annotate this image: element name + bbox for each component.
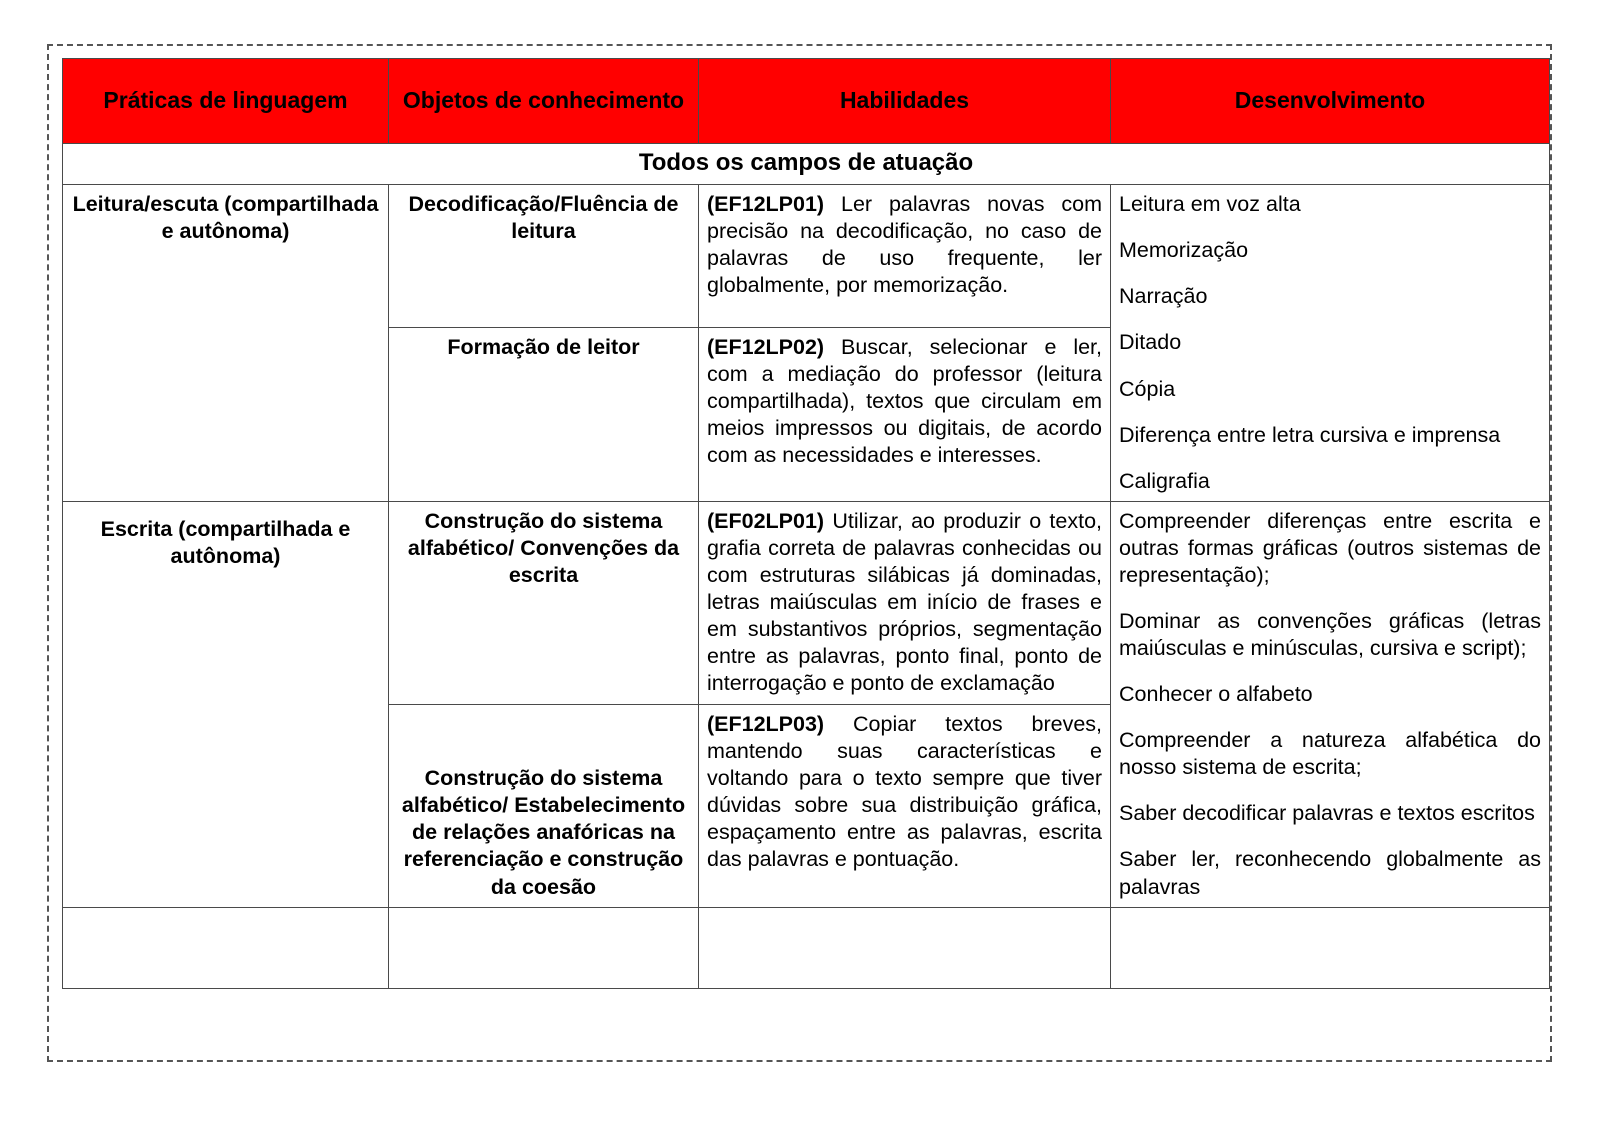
column-header-desenvolvimento: Desenvolvimento bbox=[1111, 59, 1550, 144]
habilidade-code: (EF12LP03) bbox=[707, 711, 825, 736]
campo-de-atuacao-label: Todos os campos de atuação bbox=[63, 144, 1550, 185]
desenvolvimento-escrita-list bbox=[1111, 501, 1550, 907]
table-row bbox=[63, 185, 1550, 327]
desenvolvimento-leitura-list bbox=[1111, 185, 1550, 502]
column-header-objetos: Objetos de conhecimento bbox=[389, 59, 699, 144]
habilidade-text: Ler palavras novas com precisão na decodificação, no caso de palavras de uso frequente, ler globalmente, por memorização. bbox=[707, 192, 1102, 298]
list-item: Conhecer o alfabeto bbox=[1119, 682, 1313, 707]
list-item: Memorização bbox=[1119, 238, 1249, 263]
column-header-habilidades: Habilidades bbox=[699, 59, 1111, 144]
table-header-row bbox=[63, 59, 1550, 144]
pratica-leitura-escuta: Leitura/escuta (compartilhada e autônoma) bbox=[63, 185, 389, 502]
list-item: Diferença entre letra cursiva e imprensa bbox=[1119, 422, 1501, 447]
list-item: Dominar as convenções gráficas (letras maiúsculas e minúsculas, cursiva e script); bbox=[1119, 609, 1541, 661]
habilidade-ef12lp02 bbox=[699, 327, 1111, 501]
curriculum-table bbox=[62, 58, 1550, 989]
list-item: Ditado bbox=[1119, 330, 1182, 355]
table-row bbox=[63, 501, 1550, 704]
list-item: Saber ler, reconhecendo globalmente as palavras bbox=[1119, 847, 1541, 899]
list-item: Cópia bbox=[1119, 376, 1176, 401]
habilidade-code: (EF02LP01) bbox=[707, 508, 825, 533]
list-item: Compreender a natureza alfabética do nosso sistema de escrita; bbox=[1119, 728, 1541, 780]
empty-cell bbox=[389, 907, 699, 988]
empty-cell bbox=[699, 907, 1111, 988]
empty-cell bbox=[1111, 907, 1550, 988]
habilidade-ef12lp01 bbox=[699, 185, 1111, 327]
objeto-formacao-de-leitor: Formação de leitor bbox=[389, 327, 699, 501]
habilidade-code: (EF12LP02) bbox=[707, 334, 825, 359]
habilidade-code: (EF12LP01) bbox=[707, 192, 825, 217]
curriculum-table-container bbox=[62, 58, 1549, 989]
objeto-construcao-convencoes: Construção do sistema alfabético/ Convenções da escrita bbox=[389, 501, 699, 704]
list-item: Caligrafia bbox=[1119, 468, 1210, 493]
column-header-praticas: Práticas de linguagem bbox=[63, 59, 389, 144]
pratica-escrita: Escrita (compartilhada e autônoma) bbox=[63, 501, 389, 907]
objeto-construcao-anaforicas: Construção do sistema alfabético/ Estabelecimento de relações anafóricas na referenciação e construção da coesão bbox=[389, 704, 699, 907]
list-item: Saber decodificar palavras e textos escritos bbox=[1119, 801, 1535, 826]
list-item: Compreender diferenças entre escrita e outras formas gráficas (outros sistemas de representação); bbox=[1119, 508, 1541, 587]
habilidade-text: Buscar, selecionar e ler, com a mediação do professor (leitura compartilhada), textos que circulam em meios impressos ou digitais, de acordo com as necessidades e interesses. bbox=[707, 334, 1102, 467]
objeto-decodificacao-fluencia: Decodificação/Fluência de leitura bbox=[389, 185, 699, 327]
list-item: Leitura em voz alta bbox=[1119, 192, 1301, 217]
habilidade-ef02lp01 bbox=[699, 501, 1111, 704]
empty-footer-row bbox=[63, 907, 1550, 988]
empty-cell bbox=[63, 907, 389, 988]
habilidade-text: Copiar textos breves, mantendo suas características e voltando para o texto sempre que tiver dúvidas sobre sua distribuição gráfica, espaçamento entre as palavras, escrita das palavras e pontuação. bbox=[707, 711, 1102, 872]
habilidade-text: Utilizar, ao produzir o texto, grafia correta de palavras conhecidas ou com estruturas silábicas já dominadas, letras maiúsculas em início de frases e em substantivos próprios, segmentação entre as palavras, ponto final, ponto de interrogação e ponto de exclamação bbox=[707, 508, 1102, 696]
list-item: Narração bbox=[1119, 284, 1208, 309]
campo-de-atuacao-row bbox=[63, 144, 1550, 185]
habilidade-ef12lp03 bbox=[699, 704, 1111, 907]
